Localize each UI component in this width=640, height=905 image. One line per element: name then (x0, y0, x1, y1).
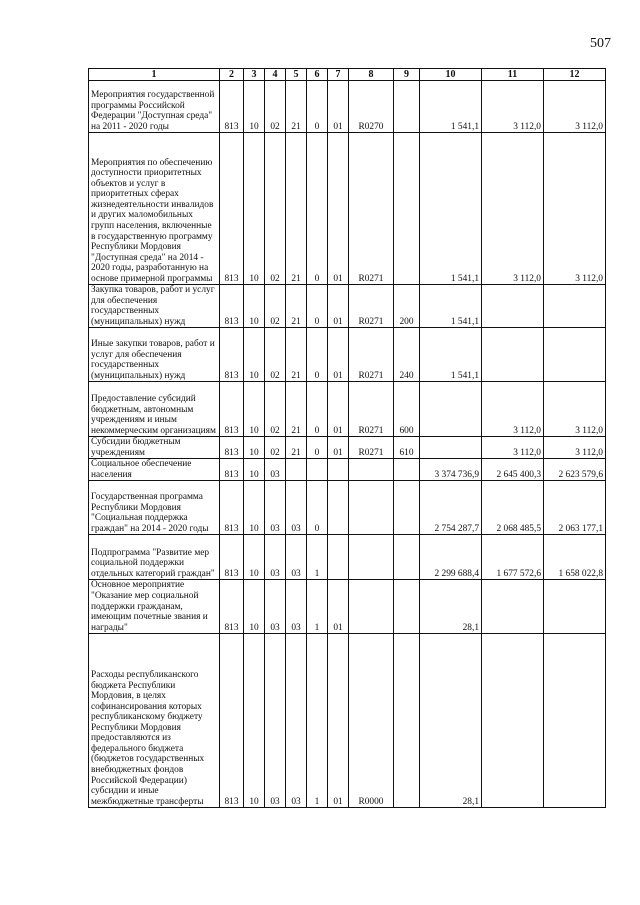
amount-col12 (544, 634, 606, 808)
event-code (328, 459, 349, 481)
subprogram-code: 0 (307, 382, 328, 437)
program-code: 21 (286, 133, 307, 285)
amount-col11: 2 068 485,5 (482, 481, 544, 535)
subprogram-code: 0 (307, 328, 328, 382)
table-row (89, 133, 606, 285)
program-code: 03 (286, 580, 307, 634)
program-code: 03 (286, 535, 307, 580)
table-row (89, 634, 606, 808)
column-header: 3 (244, 69, 265, 81)
expense-name: Мероприятия по обеспечению доступности приоритетных объектов и услуг в приоритетных сферах жизнедеятельности инвалидов и других маломобильных групп населения, включенные в государственную программу Республики Мордовия "Доступная среда" на 2014 - 2020 годы, разработанную на основе примерной программы (89, 133, 220, 285)
event-code: 01 (328, 81, 349, 133)
amount-col10: 3 374 736,9 (420, 459, 482, 481)
subsection-code: 02 (265, 328, 286, 382)
column-header: 4 (265, 69, 286, 81)
subsection-code: 03 (265, 634, 286, 808)
column-header: 8 (349, 69, 394, 81)
expense-type-code (394, 81, 420, 133)
section-code: 10 (244, 382, 265, 437)
subprogram-code: 0 (307, 133, 328, 285)
direction-code (349, 580, 394, 634)
subsection-code: 03 (265, 481, 286, 535)
section-code: 10 (244, 437, 265, 459)
event-code (328, 535, 349, 580)
program-code: 03 (286, 481, 307, 535)
amount-col10: 1 541,1 (420, 81, 482, 133)
expense-name: Предоставление субсидий бюджетным, автономным учреждениям и иным некоммерческим организациям (89, 382, 220, 437)
direction-code: R0000 (349, 634, 394, 808)
expense-name: Мероприятия государственной программы Российской Федерации "Доступная среда" на 2011 - 2020 годы (89, 81, 220, 133)
section-code: 10 (244, 328, 265, 382)
amount-col10 (420, 382, 482, 437)
subprogram-code (307, 459, 328, 481)
ministry-code: 813 (220, 580, 244, 634)
program-code: 21 (286, 81, 307, 133)
table-row (89, 437, 606, 459)
amount-col12: 3 112,0 (544, 133, 606, 285)
section-code: 10 (244, 634, 265, 808)
event-code: 01 (328, 285, 349, 328)
subprogram-code: 1 (307, 535, 328, 580)
ministry-code: 813 (220, 81, 244, 133)
amount-col12: 3 112,0 (544, 437, 606, 459)
section-code: 10 (244, 81, 265, 133)
subsection-code: 02 (265, 437, 286, 459)
column-header: 12 (544, 69, 606, 81)
ministry-code: 813 (220, 328, 244, 382)
amount-col10: 1 541,1 (420, 285, 482, 328)
event-code: 01 (328, 437, 349, 459)
event-code: 01 (328, 634, 349, 808)
amount-col12: 2 623 579,6 (544, 459, 606, 481)
section-code: 10 (244, 285, 265, 328)
section-code: 10 (244, 133, 265, 285)
direction-code: R0271 (349, 382, 394, 437)
amount-col10: 1 541,1 (420, 133, 482, 285)
section-code: 10 (244, 481, 265, 535)
expense-name: Закупка товаров, работ и услуг для обеспечения государственных (муниципальных) нужд (89, 285, 220, 328)
subprogram-code: 0 (307, 437, 328, 459)
program-code: 21 (286, 285, 307, 328)
amount-col11 (482, 634, 544, 808)
subprogram-code: 0 (307, 81, 328, 133)
amount-col12: 3 112,0 (544, 81, 606, 133)
program-code: 21 (286, 328, 307, 382)
amount-col11: 3 112,0 (482, 382, 544, 437)
direction-code: R0271 (349, 285, 394, 328)
subprogram-code: 0 (307, 285, 328, 328)
expense-type-code: 610 (394, 437, 420, 459)
table-row (89, 535, 606, 580)
expense-type-code: 200 (394, 285, 420, 328)
expense-name: Иные закупки товаров, работ и услуг для обеспечения государственных (муниципальных) нужд (89, 328, 220, 382)
column-header: 5 (286, 69, 307, 81)
event-code (328, 481, 349, 535)
amount-col12: 1 658 022,8 (544, 535, 606, 580)
table-row (89, 382, 606, 437)
table-row (89, 459, 606, 481)
ministry-code: 813 (220, 481, 244, 535)
program-code: 21 (286, 437, 307, 459)
expense-type-code (394, 481, 420, 535)
expense-name: Государственная программа Республики Мордовия "Социальная поддержка граждан" на 2014 - 2020 годы (89, 481, 220, 535)
column-header: 10 (420, 69, 482, 81)
amount-col10: 2 754 287,7 (420, 481, 482, 535)
amount-col11 (482, 285, 544, 328)
direction-code: R0271 (349, 437, 394, 459)
expense-type-code (394, 634, 420, 808)
program-code: 03 (286, 634, 307, 808)
table-row (89, 81, 606, 133)
column-header: 7 (328, 69, 349, 81)
ministry-code: 813 (220, 535, 244, 580)
section-code: 10 (244, 459, 265, 481)
amount-col12 (544, 580, 606, 634)
ministry-code: 813 (220, 133, 244, 285)
amount-col12 (544, 328, 606, 382)
column-header: 1 (89, 69, 220, 81)
event-code: 01 (328, 382, 349, 437)
expense-name: Расходы республиканского бюджета Республики Мордовия, в целях софинансирования которых республиканскому бюджету Республики Мордовия предоставляются из федерального бюджета (бюджетов государственных внебюджетных фондов Российской Федерации) субсидии и иные межбюджетные трансферты (89, 634, 220, 808)
expense-name: Субсидии бюджетным учреждениям (89, 437, 220, 459)
expense-name: Социальное обеспечение населения (89, 459, 220, 481)
ministry-code: 813 (220, 459, 244, 481)
direction-code (349, 535, 394, 580)
direction-code (349, 481, 394, 535)
event-code: 01 (328, 580, 349, 634)
subprogram-code: 0 (307, 481, 328, 535)
section-code: 10 (244, 535, 265, 580)
ministry-code: 813 (220, 437, 244, 459)
direction-code: R0270 (349, 81, 394, 133)
subsection-code: 03 (265, 535, 286, 580)
amount-col11 (482, 328, 544, 382)
ministry-code: 813 (220, 382, 244, 437)
section-code: 10 (244, 580, 265, 634)
table-row (89, 481, 606, 535)
page-number: 507 (590, 36, 611, 51)
amount-col12: 3 112,0 (544, 382, 606, 437)
ministry-code: 813 (220, 285, 244, 328)
program-code (286, 459, 307, 481)
subprogram-code: 1 (307, 580, 328, 634)
amount-col11: 3 112,0 (482, 81, 544, 133)
subsection-code: 03 (265, 580, 286, 634)
subsection-code: 02 (265, 285, 286, 328)
table-row (89, 285, 606, 328)
subprogram-code: 1 (307, 634, 328, 808)
budget-table (88, 68, 606, 808)
subsection-code: 02 (265, 382, 286, 437)
column-header-row (89, 69, 606, 81)
column-header: 11 (482, 69, 544, 81)
column-header: 2 (220, 69, 244, 81)
amount-col12: 2 063 177,1 (544, 481, 606, 535)
expense-type-code: 240 (394, 328, 420, 382)
direction-code (349, 459, 394, 481)
expense-name: Подпрограмма "Развитие мер социальной поддержки отдельных категорий граждан" (89, 535, 220, 580)
expense-type-code (394, 535, 420, 580)
amount-col11: 1 677 572,6 (482, 535, 544, 580)
amount-col10: 28,1 (420, 634, 482, 808)
amount-col10: 28,1 (420, 580, 482, 634)
table-row (89, 328, 606, 382)
event-code: 01 (328, 133, 349, 285)
event-code: 01 (328, 328, 349, 382)
amount-col11 (482, 580, 544, 634)
subsection-code: 02 (265, 81, 286, 133)
amount-col11: 2 645 400,3 (482, 459, 544, 481)
program-code: 21 (286, 382, 307, 437)
amount-col10 (420, 437, 482, 459)
expense-type-code (394, 580, 420, 634)
expense-name: Основное мероприятие "Оказание мер социальной поддержки гражданам, имеющим почетные звания и награды" (89, 580, 220, 634)
subsection-code: 03 (265, 459, 286, 481)
amount-col10: 1 541,1 (420, 328, 482, 382)
amount-col10: 2 299 688,4 (420, 535, 482, 580)
direction-code: R0271 (349, 133, 394, 285)
table-row (89, 580, 606, 634)
expense-type-code: 600 (394, 382, 420, 437)
column-header: 6 (307, 69, 328, 81)
amount-col11: 3 112,0 (482, 437, 544, 459)
ministry-code: 813 (220, 634, 244, 808)
expense-type-code (394, 133, 420, 285)
subsection-code: 02 (265, 133, 286, 285)
amount-col11: 3 112,0 (482, 133, 544, 285)
direction-code: R0271 (349, 328, 394, 382)
amount-col12 (544, 285, 606, 328)
column-header: 9 (394, 69, 420, 81)
expense-type-code (394, 459, 420, 481)
